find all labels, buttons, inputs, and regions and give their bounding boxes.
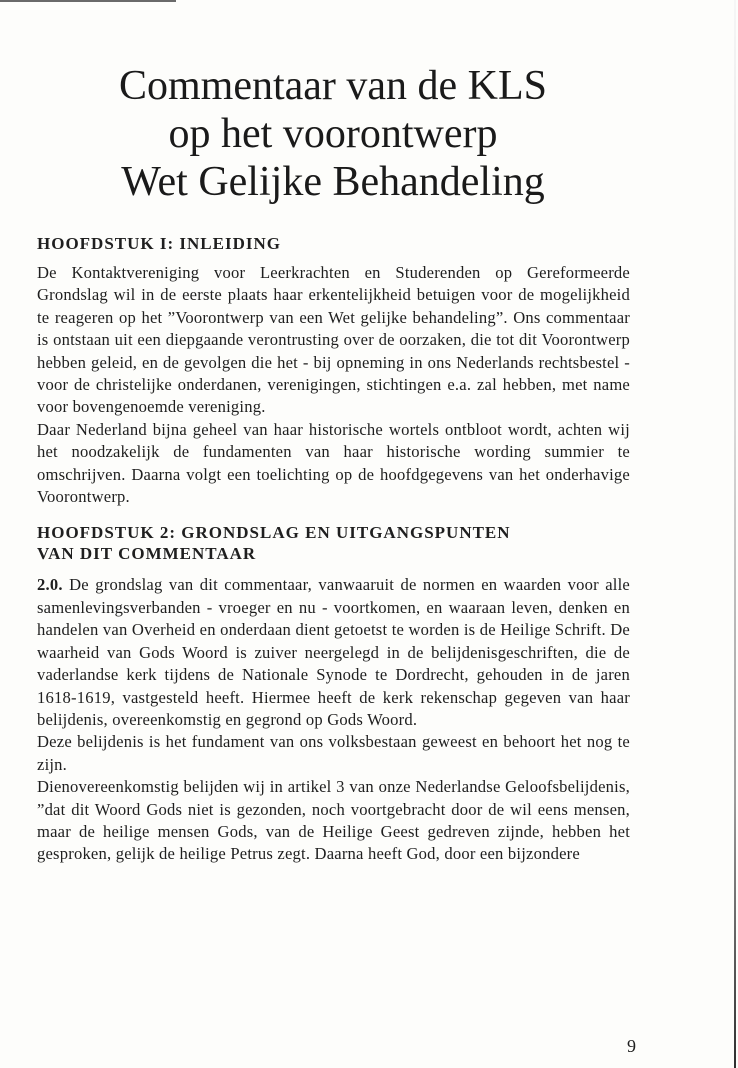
section-2-0-paragraph <box>37 574 630 731</box>
page-spine-edge <box>734 0 736 1068</box>
page-number: 9 <box>627 1036 636 1056</box>
chapter-1-heading: HOOFDSTUK I: INLEIDING <box>37 234 281 253</box>
paragraph: Daar Nederland bijna geheel van haar historische wortels ontbloot wordt, achten wij het noodzakelijk de fundamenten van haar historische wording summier te omschrijven. Daarna volgt een toelichting op de hoofdgegevens van het onderhavige Voorontwerp. <box>37 419 630 507</box>
chapter-2-heading-line: HOOFDSTUK 2: GRONDSLAG EN UITGANGSPUNTEN <box>37 523 511 543</box>
paragraph: Deze belijdenis is het fundament van ons volksbestaan geweest en behoort het nog te zijn. <box>37 732 630 774</box>
top-rule <box>0 0 176 2</box>
article-body <box>37 233 630 866</box>
paragraph: De Kontaktvereniging voor Leerkrachten en Studerenden op Gereformeerde Grondslag wil in de eerste plaats haar erkentelijkheid betuigen voor de mogelijkheid te reageren op het ”Voorontwerp van een Wet gelijke behandeling”. Ons commentaar is ontstaan uit een diepgaande verontrusting over de oorzaken, die tot dit Voorontwerp hebben geleid, en de gevolgen die het - bij opneming in ons Nederlands rechtsbestel - voor de christelijke onderdanen, verenigingen, stichtingen e.a. zal hebben, met name voor bovengenoemde vereniging. <box>37 263 630 417</box>
section-number: 2.0. <box>37 575 63 595</box>
paragraph: Dienovereenkomstig belijden wij in artikel 3 van onze Nederlandse Geloofsbelijdenis, ”dat dit Woord Gods niet is gezonden, noch voortgebracht door de wil eens mensen, maar de heilige mensen Gods, van de Heilige Geest gedreven zijnde, hebben het gesproken, gelijk de heilige Petrus zegt. Daarna heeft God, door een bijzondere <box>37 777 630 864</box>
title-line: Wet Gelijke Behandeling <box>121 159 545 205</box>
title-line: Commentaar van de KLS <box>118 63 548 109</box>
chapter-2-heading-line: VAN DIT COMMENTAAR <box>37 544 257 564</box>
chapter-2-heading <box>37 522 630 564</box>
section-text: De grondslag van dit commentaar, vanwaaruit de normen en waarden voor alle samenlevingsverbanden - vroeger en nu - voortkomen, en waaraan leven, denken en handelen van Overheid en onderdaan dient getoetst te worden is de Heilige Schrift. De waarheid van Gods Woord is zuiver neergelegd in de belijdenisgeschriften, die de vaderlandse kerk tijdens de Nationale Synode te Dordrecht, gehouden in de jaren 1618-1619, vastgesteld heeft. Hiermee heeft de kerk rekenschap gegeven van haar belijdenis, overeenkomstig en gegrond op Gods Woord. <box>37 575 630 729</box>
title-line: op het voorontwerp <box>168 111 498 157</box>
page-title <box>0 62 666 206</box>
